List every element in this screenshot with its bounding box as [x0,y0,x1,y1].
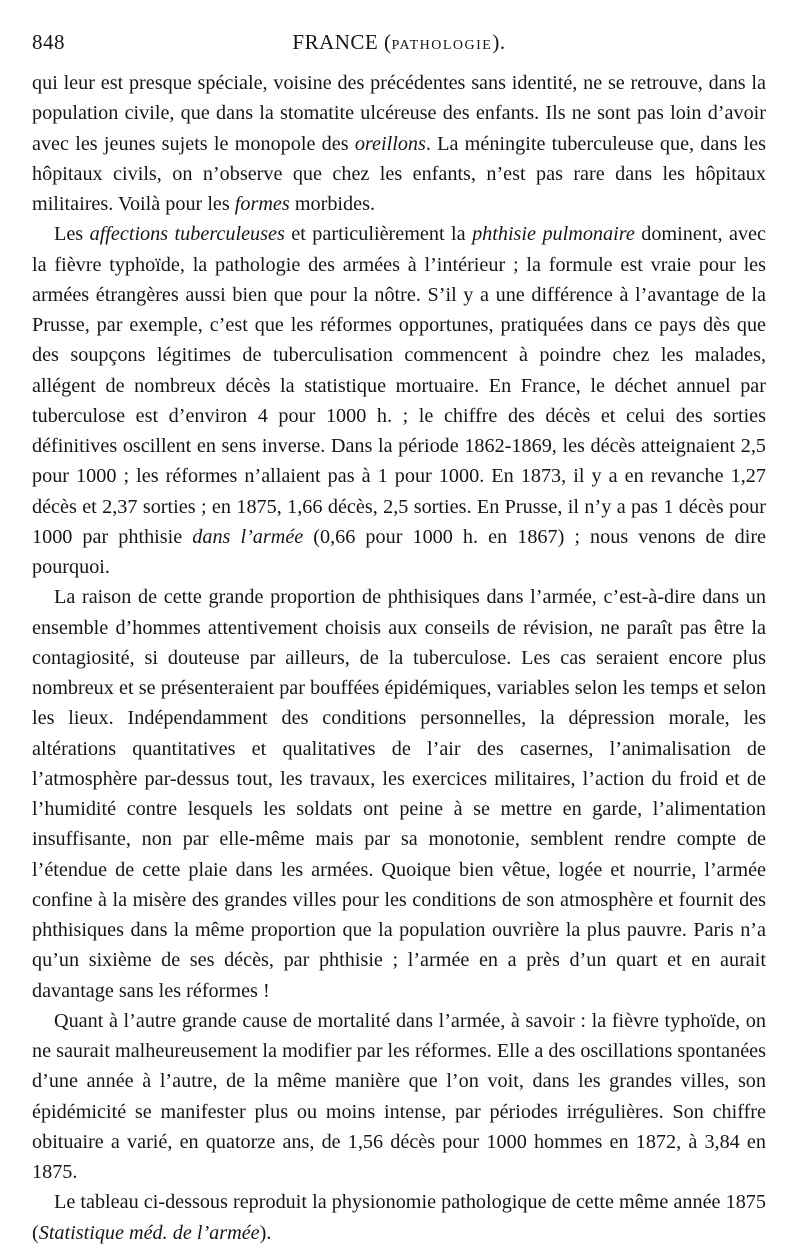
text-run: Quant à l’autre grande cause de mortalité dans l’armée, à savoir : la fièvre typhoïde, on ne saurait malheureusement la modifier par les réformes. Elle a des oscillations spontanées d’une année à l’autre, de la même manière que l’on voit, dans les grandes villes, son épidémicité se manifester plus ou moins intense, par périodes irrégulières. Son chiffre obituaire a varié, en quatorze ans, de 1,56 décès pour 1000 hommes en 1872, à 3,84 en 1875. [32,1009,766,1183]
text-run: La raison de cette grande proportion de phthisiques dans l’armée, c’est-à-dire dans un ensemble d’hommes attentivement choisis aux conseils de révision, ne paraît pas être la contagiosité, si douteuse par ailleurs, de la tuberculose. Les cas seraient encore plus nombreux et se présenteraient par bouffées épidémiques, variables selon les temps et selon les lieux. Indépendamment des conditions personnelles, la dépression morale, les altérations quantitatives et qualitatives de l’air des casernes, l’animalisation de l’atmosphère par-dessus tout, les travaux, les exercices militaires, l’action du froid et de l’humidité contre lesquels les soldats ont peine à se mettre en garde, l’alimentation insuffisante, non par elle-même mais par sa monotonie, semblent rendre compte de l’étendue de cette plaie dans les armées. Quoique bien vêtue, logée et nourrie, l’armée confine à la misère des grandes villes pour les conditions de son atmosphère et fournit des phthisiques dans la même proportion que la population ouvrière la plus pauvre. Paris n’a qu’un sixième de ses décès, par phthisie ; l’armée en a près d’un quart et en aurait davantage sans les réformes ! [32,586,766,1002]
paragraph [32,1006,766,1188]
text-run: dominent, avec la fièvre typhoïde, la pathologie des armées à l’intérieur ; la formule est vraie pour les armées étrangères aussi bien que pour la nôtre. S’il y a une différence à l’avantage de la Prusse, par exemple, c’est que les réformes opportunes, pratiquées dans ce pays dès que des soupçons légitimes de tuberculisation commencent à poindre chez les malades, allégent de nombreux décès la statistique mortuaire. En France, le déchet annuel par tuberculose est d’environ 4 pour 1000 h. ; le chiffre des décès et celui des sorties définitives oscillent en sens inverse. Dans la période 1862-1869, les décès atteignaient 2,5 pour 1000 ; les réformes n’allaient pas à 1 pour 1000. En 1873, il y a en revanche 1,27 décès et 2,37 sorties ; en 1875, 1,66 décès, 2,5 sorties. En Prusse, il n’y a pas 1 décès pour 1000 par phthisie [32,223,766,548]
paragraph [32,68,766,219]
running-title-close: ). [492,30,506,54]
paragraph [32,582,766,1006]
text-run: Le tableau ci-dessous reproduit la physionomie pathologique de cette même année 1875 ( [32,1191,766,1244]
italic-text: oreillons [354,132,426,155]
running-title-main: FRANCE [292,30,379,54]
italic-text: formes [234,193,290,215]
page-number: 848 [32,30,65,54]
italic-text: dans l’armée [192,525,304,548]
text-run: . La méningite tuberculeuse que, dans les hôpitaux civils, on n’observe que chez les enfants, n’est pas rare dans les hôpitaux militaires. Voilà pour les [32,132,766,215]
body-text [32,68,766,1248]
italic-text: affections tuberculeuses [89,223,285,246]
text-run: ). [259,1221,272,1244]
paragraph [32,219,766,582]
text-run: Les [54,223,90,246]
running-title [32,30,766,55]
running-title-sub: PATHOLOGIE [391,38,493,53]
italic-text: phthisie pulmonaire [472,223,635,246]
italic-text: Statistique méd. de l’armée [38,1221,260,1244]
running-title-open: ( [378,30,392,54]
text-run: (0,66 pour 1000 h. en 1867) ; nous venons de dire pourquoi. [32,525,767,578]
paragraph [32,1187,766,1248]
text-run: morbides. [289,193,375,215]
running-head [32,26,766,60]
text-run: qui leur est presque spéciale, voisine des précédentes sans identité, ne se retrouve, dans la population civile, que dans la stomatite ulcéreuse des enfants. Ils ne sont pas loin d’avoir avec les jeunes sujets le monopole des [32,72,766,155]
text-run: et particulièrement la [284,223,473,246]
